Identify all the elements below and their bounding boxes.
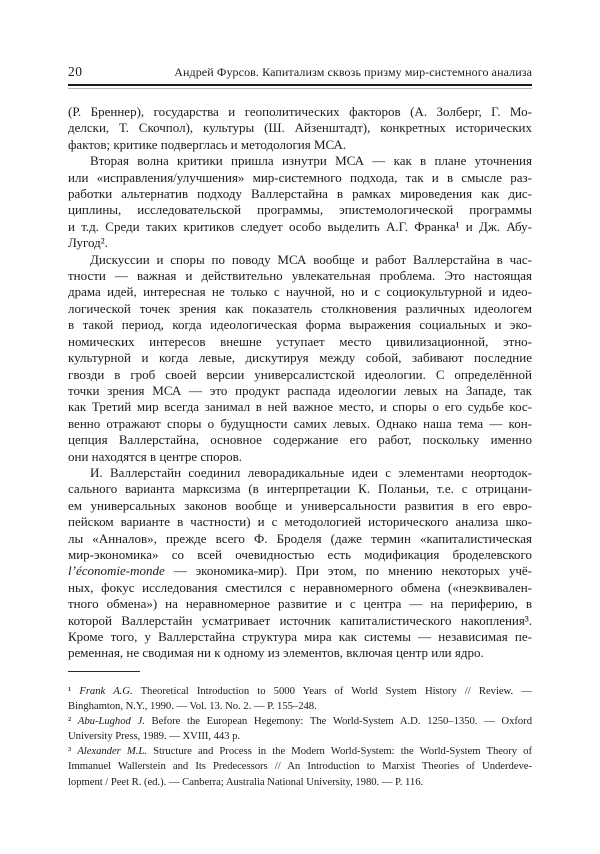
body-paragraph [68,465,532,662]
text-line: точки зрения МСА — это продукт распада идеологии левых на Западе, так [68,382,532,398]
footnote-line: ² Abu-Lughod J. Before the European Hegemony: The World-System A.D. 1250–1350. — Oxford [68,715,532,728]
text-line: Кроме того, у Валлерстайна структура мира как системы — независимая пе- [68,629,532,644]
text-line: в такой период, когда идеологическая форма выражения социальных и эко- [68,317,532,333]
text-line: делски, Т. Скочпол), культуры (Ш. Айзенштадт), конкретных исторических [68,120,532,136]
text-line: номических интересов внешне уступает место цивилизационной, этно- [68,333,532,349]
text-line: (Р. Бреннер), государства и геополитических факторов (А. Золберг, Г. Мо- [68,104,532,119]
text-line: лы «Анналов», прежде всего Ф. Броделя (даже термин «капиталистическая [68,530,532,546]
text-line: мир-экономика» со всей очевидностью есть модификация броделевского [68,546,532,562]
text-line: пейском варианте в частности) и с методологией исторического анализа шко- [68,514,532,530]
text-line: тного обмена») на неравномерное развитие и с центра — на периферию, в [68,596,532,612]
footnote-line: ¹ Frank A.G. Theoretical Introduction to 5000 Years of World System History // Review. — [68,685,532,697]
footnote-line: ³ Alexander M.L. Structure and Process in the Modern World-System: the World-System Theory of [68,745,532,758]
footnote-item [68,714,532,744]
text-line: сального варианта марксизма (в интерпретации К. Поланьи, т.е. с отрицани- [68,481,532,497]
text-line: Лугод². [68,235,108,251]
footnote-separator [68,671,140,672]
body-paragraph [68,252,532,465]
footnote-line: University Press, 1989. — XVIII, 443 p. [68,730,241,743]
text-line: ных, фокус исследования сместился с неравномерного обмена («неэквивален- [68,579,532,595]
footnotes [68,684,532,790]
text-line: логической точек зрения как показатель столкновения различных идеологем [68,300,532,316]
text-line: или «исправления/улучшения» мир-системного подхода, так и в смысле раз- [68,169,532,185]
body-paragraph [68,104,532,153]
text-line: которой Валлерстайн усматривает источник капиталистического накопления³. [68,612,532,628]
text-line: ременная, не сводимая ни к одному из элементов, включая центр или ядро. [68,645,484,661]
text-line: фактов; критике подверглась и методология МСА. [68,136,347,152]
footnote-item [68,684,532,714]
text-line: И. Валлерстайн соединил леворадикальные идеи с элементами неортодок- [90,464,532,480]
footnote-line: Binghamton, N.Y., 1990. — Vol. 13. No. 2. — P. 155–248. [68,700,317,713]
footnote-line: lopment / Peet R. (ed.). — Canberra; Australia National University, 1980. — P. 116. [68,775,424,788]
body-text [68,104,532,662]
body-paragraph [68,153,532,251]
text-line: Дискуссии и споры по поводу МСА вообще и работ Валлерстайна в час- [90,251,532,267]
text-line: драма идей, интересная не только с научной, но и с социокультурной и идео- [68,284,532,300]
running-title: Андрей Фурсов. Капитализм сквозь призму мир-системного анализа [174,65,532,79]
footnote-item [68,744,532,789]
text-line: ем универсальных законов вообще и универсальности развития в его евро- [68,497,532,513]
footnote-line: Immanuel Wallerstein and Its Predecessors // An Introduction to Marxist Theories of Underdeve- [68,760,532,773]
text-line: гвозди в гроб своей версии универсалистской идеологии. С определённой [68,366,532,382]
text-line: тности — важная и действительно увлекательная проблема. Это настоящая [68,268,532,284]
text-line: Вторая волна критики пришла изнутри МСА — как в плане уточнения [90,153,532,169]
text-line: как Третий мир всегда занимал в ней важное место, и споры о его судьбе кос- [68,399,532,415]
text-line: работки альтернатив подходу Валлерстайна в рамках мироведения как дис- [68,186,532,202]
text-line: венно отражают споры о будущности самих левых. Однако наша тема — кон- [68,415,532,431]
text-line: цепция Валлерстайна, основное содержание его работ, поскольку именно [68,432,532,448]
text-line: они находятся в центре споров. [68,448,243,464]
page-number: 20 [68,64,83,79]
text-line: l’économie-monde — экономика-мир). При этом, по мнению некоторых учё- [68,563,532,579]
text-line: циплины, исследовательской программы, эпистемологической программы [68,202,532,218]
text-line: и т.д. Среди таких критиков следует особо выделить А.Г. Франка¹ и Дж. Абу- [68,218,532,234]
header-rule [68,84,532,89]
text-line: культурной и когда левые, дискутируя между собой, забивают последние [68,350,532,366]
page-header [68,64,532,82]
